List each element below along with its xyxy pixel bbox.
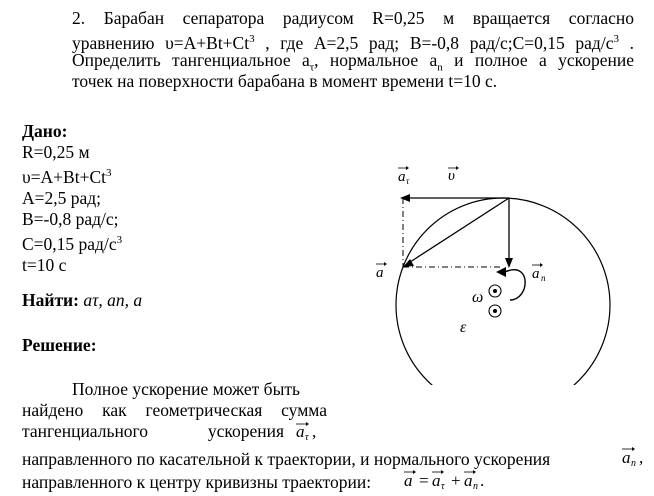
- svg-text:a: a: [464, 471, 473, 490]
- tangential-vector-arrow: [400, 194, 410, 202]
- svg-text:τ: τ: [441, 481, 445, 492]
- given-equation: $\upsilon=A+Bt+Ct^3$: [22, 166, 112, 187]
- given-heading: Дано:: [22, 121, 68, 141]
- solution-line-5: направленного к центру кривизны траектории:: [22, 472, 372, 492]
- solution-line-3: тангенциального ускорения: [22, 421, 284, 441]
- svg-text:τ: τ: [406, 176, 410, 186]
- svg-text:a: a: [296, 422, 305, 441]
- find-items: aτ, an, a: [83, 290, 143, 310]
- rotation-arc: [505, 270, 525, 300]
- label-a-total: [376, 262, 387, 281]
- inline-vector-a-n: [616, 443, 652, 471]
- svg-text:a: a: [404, 471, 413, 490]
- svg-text:a: a: [432, 471, 441, 490]
- find-line: [22, 290, 142, 311]
- rotation-arc-arrow: [496, 267, 506, 277]
- svg-text:n: n: [473, 481, 478, 492]
- solution-line-4: направленного по касательной к траектории, и нормального ускорения: [22, 449, 551, 469]
- label-a-tau: [398, 166, 410, 186]
- label-epsilon: ε: [460, 319, 467, 336]
- svg-text:υ: υ: [448, 168, 455, 184]
- svg-text:a: a: [622, 448, 631, 467]
- svg-text:n: n: [541, 273, 546, 283]
- svg-text:+: +: [451, 471, 461, 490]
- find-label: Найти:: [22, 290, 79, 310]
- label-omega: ω: [472, 289, 484, 306]
- label-velocity: [448, 166, 459, 184]
- svg-text:.: .: [480, 471, 485, 490]
- svg-text:a: a: [398, 169, 406, 185]
- given-t: t=10 с: [22, 254, 67, 275]
- problem-line-4: точек на поверхности барабана в момент времени t=10 с.: [72, 71, 498, 91]
- given-c: C=0,15 рад/$с^3$: [22, 233, 123, 254]
- problem-line-2: уравнению $\upsilon=A+Bt+Ct^3$ , где A=2,5 рад; B=-0,8 рад/с;C=0,15 рад/$с^3$ .: [72, 32, 634, 53]
- svg-text:a: a: [532, 266, 540, 282]
- given-block: [22, 121, 122, 276]
- svg-text:,: ,: [312, 422, 317, 441]
- epsilon-vector-dot-center: [493, 309, 497, 313]
- drum-circle: [396, 198, 610, 385]
- normal-vector-arrow: [505, 258, 513, 268]
- svg-text:n: n: [631, 458, 636, 469]
- problem-statement: [72, 8, 634, 92]
- given-a: A=2,5 рад;: [22, 187, 102, 208]
- solution-line-1: Полное ускорение может быть: [72, 379, 300, 399]
- label-a-n: [532, 263, 546, 283]
- drum-diagram: [360, 160, 620, 385]
- svg-text:a: a: [376, 265, 384, 281]
- problem-line-3: Определить тангенциальное $a_\tau$, нормальное $a_n$ и полное a ускорение: [72, 50, 634, 74]
- solution-line-2: найдено как геометрическая сумма: [22, 400, 327, 420]
- problem-line-1: 2. Барабан сепаратора радиусом R=0,25 м вращается согласно: [72, 8, 634, 28]
- inline-vector-a-tau: [290, 418, 330, 446]
- formula-total-acceleration: [402, 466, 498, 494]
- given-b: B=-0,8 рад/с;: [22, 208, 119, 229]
- svg-text:,: ,: [639, 448, 644, 467]
- given-radius: R=0,25 м: [22, 142, 90, 162]
- svg-text:τ: τ: [305, 432, 309, 443]
- svg-text:=: =: [419, 471, 429, 490]
- omega-vector-dot-center: [493, 289, 497, 293]
- solution-heading: Решение:: [22, 335, 97, 355]
